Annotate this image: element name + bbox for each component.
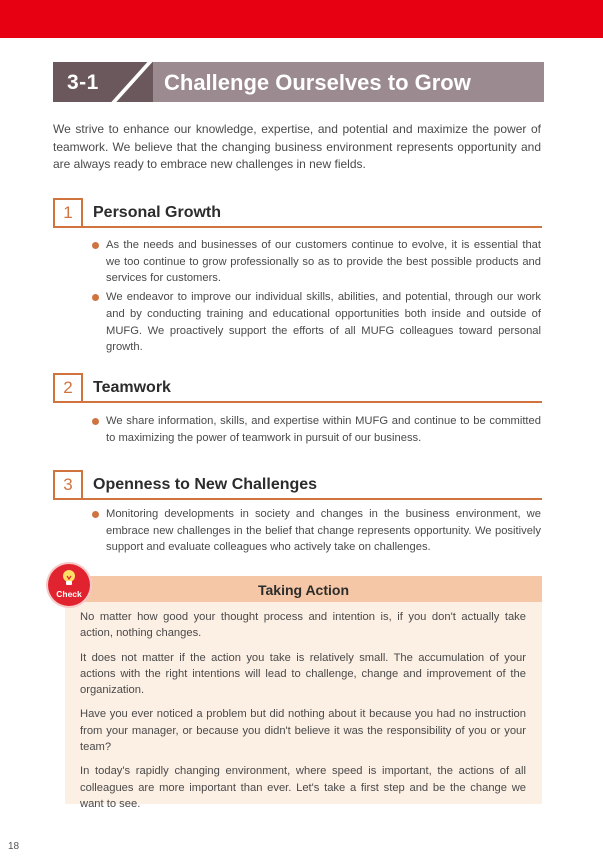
check-badge-label: Check (56, 589, 82, 599)
check-paragraph: In today's rapidly changing environment, where speed is important, the actions of all colleagues are more important than ever. Let's take a first step and be the change we want to see. (80, 765, 526, 810)
bullet-list-openness (90, 506, 541, 558)
bullet-text: We endeavor to improve our individual skills, abilities, and potential, through our work and by conducting training and educational opportunities both inside and outside of MUFG. We proactively support the efforts of all MUFG colleagues toward personal growth. (106, 291, 541, 354)
bullet-dot-icon (92, 418, 99, 425)
section-banner (53, 62, 544, 102)
page-number: 18 (8, 841, 20, 852)
list-item (90, 413, 541, 446)
lightbulb-icon (61, 569, 77, 587)
list-item (90, 506, 541, 556)
top-red-bar (0, 0, 603, 38)
check-panel-body (80, 609, 526, 820)
section-number: 3-1 (67, 71, 99, 94)
check-panel-header (65, 576, 542, 602)
bullet-text: As the needs and businesses of our customers continue to evolve, it is essential that we too continue to grow professionally so as to provide the best possible products and services for customers. (106, 239, 541, 285)
check-panel (65, 576, 542, 810)
check-badge (48, 564, 90, 606)
bullet-text: We share information, skills, and expertise within MUFG and continue to be committed to maximizing the power of teamwork in pursuit of our business. (106, 415, 541, 444)
check-panel-title: Taking Action (258, 582, 349, 598)
bullet-list-personal-growth (90, 237, 541, 358)
list-item (90, 237, 541, 287)
bullet-dot-icon (92, 511, 99, 518)
bullet-list-teamwork (90, 413, 541, 448)
subsection-title-personal-growth: Personal Growth (93, 204, 222, 221)
subsection-title-teamwork: Teamwork (93, 379, 171, 396)
subsection-rule (83, 226, 542, 228)
bullet-dot-icon (92, 242, 99, 249)
subsection-rule (83, 498, 542, 500)
subsection-number-2: 2 (53, 373, 83, 403)
list-item (90, 289, 541, 356)
section-number-block (53, 62, 153, 102)
check-paragraph: Have you ever noticed a problem but did nothing about it because you had no instruction from your manager, or because you didn't believe it was the responsibility of you or your team? (80, 708, 526, 754)
bullet-dot-icon (92, 294, 99, 301)
bullet-text: Monitoring developments in society and changes in the business environment, we embrace new challenges in the belief that change represents opportunity. We positively support and evaluate colleagues who actively take on challenges. (106, 508, 541, 554)
subsection-number-3: 3 (53, 470, 83, 500)
subsection-number-1: 1 (53, 198, 83, 228)
subsection-rule (83, 401, 542, 403)
section-title: Challenge Ourselves to Grow (164, 70, 471, 95)
check-paragraph: It does not matter if the action you take is relatively small. The accumulation of your actions with the right intentions will lead to challenge, change and improvement of the organization. (80, 651, 526, 697)
check-paragraph: No matter how good your thought process and intention is, if you don't actually take action, nothing changes. (80, 611, 526, 640)
subsection-title-openness: Openness to New Challenges (93, 476, 318, 493)
section-intro: We strive to enhance our knowledge, expertise, and potential and maximize the power of teamwork. We believe that the changing business environment represents opportunity and are always ready to embrace new challenges in new fields. (53, 122, 541, 171)
